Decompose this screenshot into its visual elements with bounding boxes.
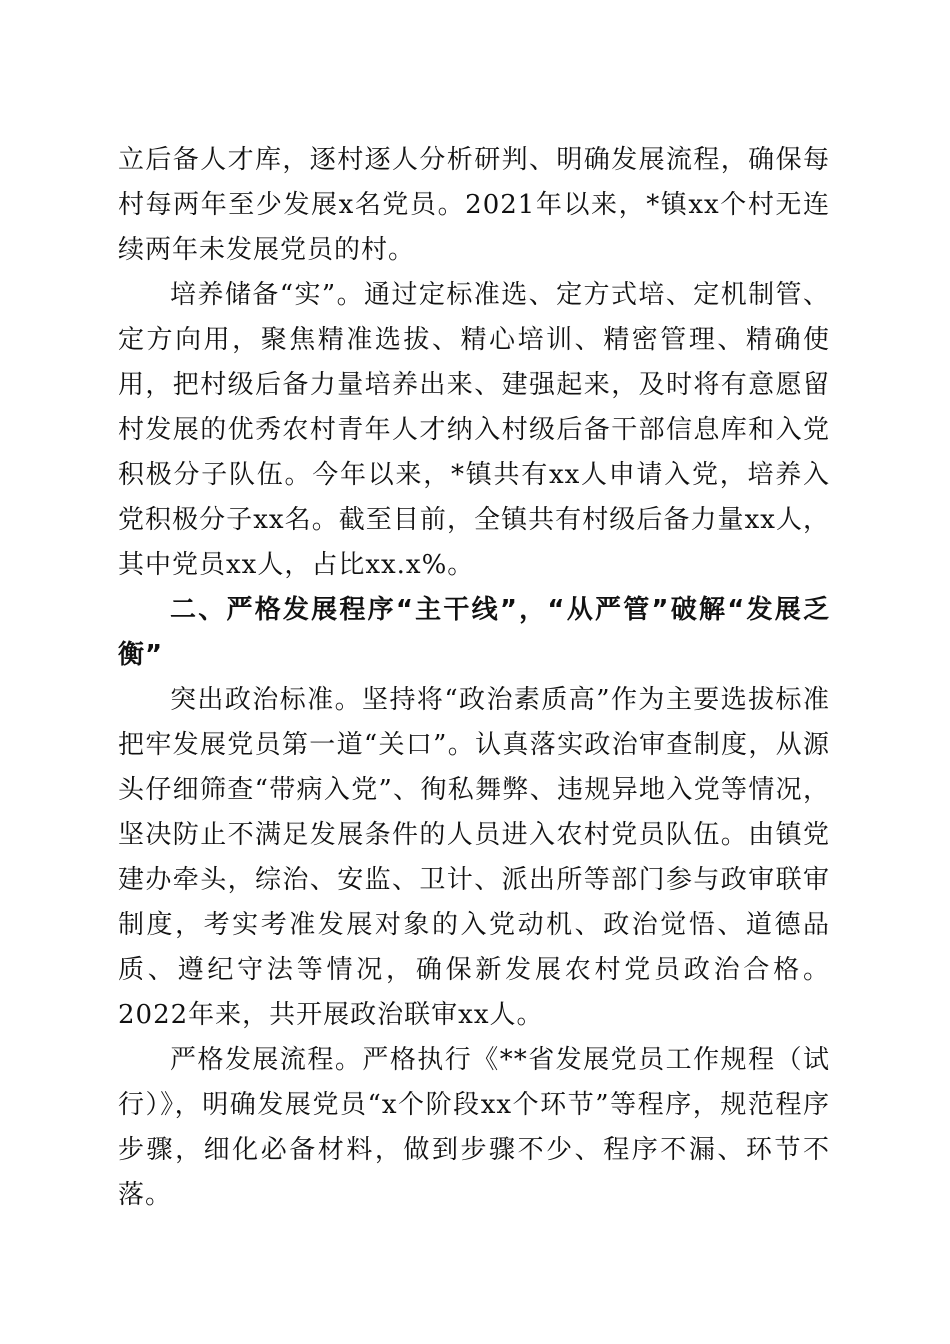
paragraph-political-standard: 突出政治标准。坚持将“政治素质高”作为主要选拔标准把牢发展党员第一道“关口”。认真落实政治审查制度，从源头仔细筛查“带病入党”、徇私舞弊、违规异地入党等情况，坚决防止不满足发展条件的人员进入农村党员队伍。由镇党建办牵头，综治、安监、卫计、派出所等部门参与政审联审制度，考实考准发展对象的入党动机、政治觉悟、道德品质、遵纪守法等情况，确保新发展农村党员政治合格。2022年来，共开展政治联审xx人。 (118, 685, 830, 1030)
paragraph-training-reserve: 培养储备“实”。通过定标准选、定方式培、定机制管、定方向用，聚焦精准选拔、精心培训、精密管理、精确使用，把村级后备力量培养出来、建强起来，及时将有意愿留村发展的优秀农村青年人才纳入村级后备干部信息库和入党积极分子队伍。今年以来，*镇共有xx人申请入党，培养入党积极分子xx名。截至目前，全镇共有村级后备力量xx人，其中党员xx人，占比xx.x%。 (118, 280, 830, 580)
paragraph-development-process: 严格发展流程。严格执行《**省发展党员工作规程（试行）》，明确发展党员“x个阶段xx个环节”等程序，规范程序步骤，细化必备材料，做到步骤不少、程序不漏、环节不落。 (118, 1045, 830, 1210)
paragraph-talent-pool: 立后备人才库，逐村逐人分析研判、明确发展流程，确保每村每两年至少发展x名党员。2021年以来，*镇xx个村无连续两年未发展党员的村。 (118, 145, 830, 265)
section-heading-2: 二、严格发展程序“主干线”，“从严管”破解“发展乏衡” (118, 595, 830, 670)
document-body (118, 138, 830, 1218)
